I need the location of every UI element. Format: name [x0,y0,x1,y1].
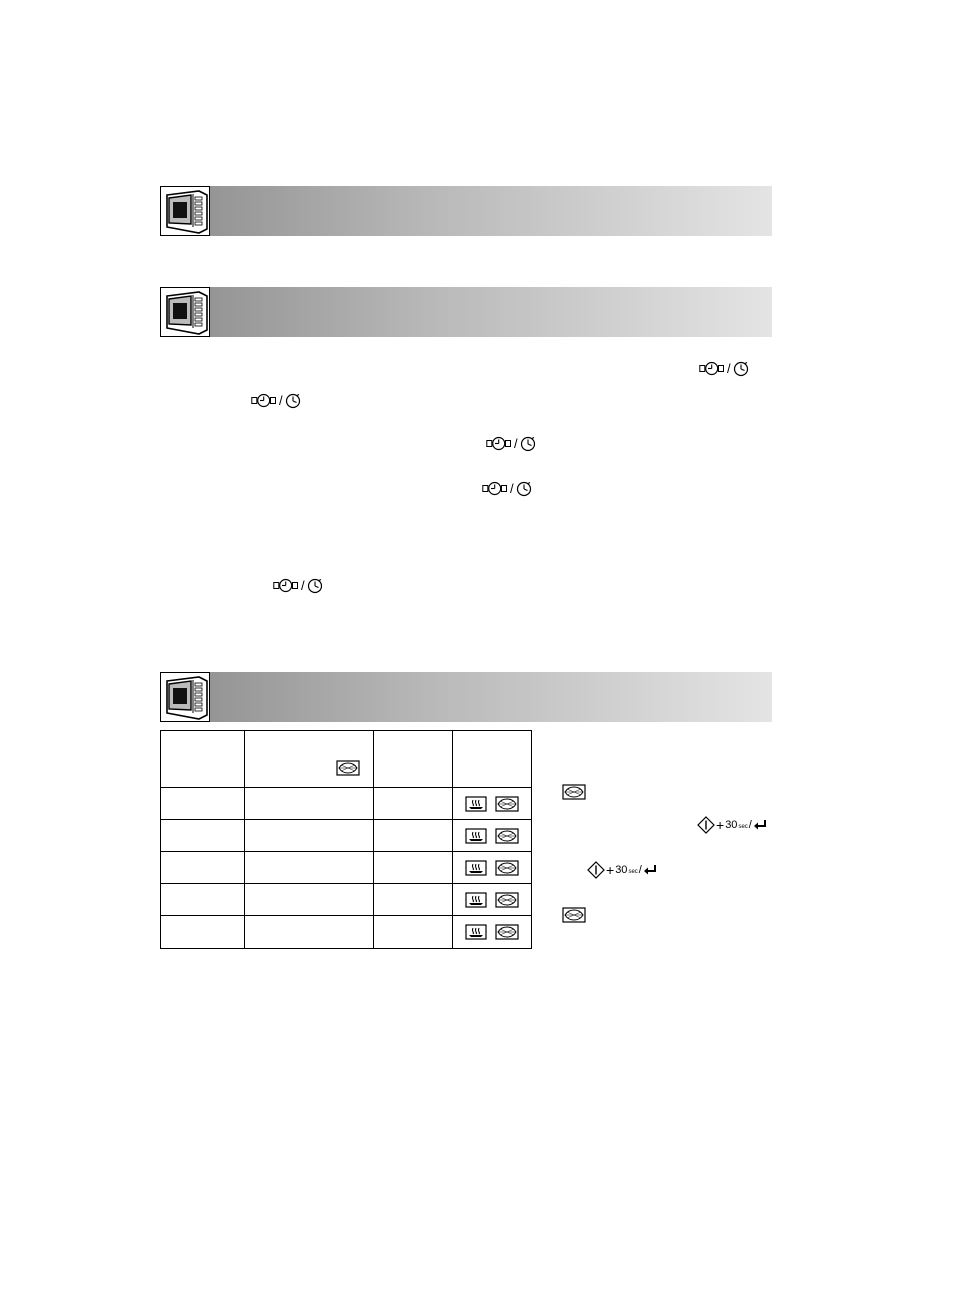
symbol-separator: / [514,436,518,451]
table-header-row [161,731,532,788]
table-cell [161,820,245,852]
table-cell [374,820,453,852]
timer-icon [285,393,301,409]
timer-clock-symbol [482,481,532,497]
section-header-band-2 [160,287,772,337]
symbol-separator: / [301,578,305,593]
timer-clock-symbol [273,578,323,594]
turntable-dish-icon [495,892,519,908]
turntable-dish-icon [336,760,360,776]
start-icon [587,861,605,879]
table-cell [453,788,532,820]
plus-sign: + [606,862,615,878]
table-cell [161,884,245,916]
section-header-band-1 [160,186,772,236]
table-cell [374,788,453,820]
symbol-separator: / [638,864,642,876]
table-cell [374,884,453,916]
table-cell [453,852,532,884]
program-table [160,730,532,949]
start-plus-30sec-symbol [697,816,767,834]
timer-icon [733,361,749,377]
timer-icon [516,481,532,497]
thirty-value: 30 [615,864,628,876]
start-plus-30sec-symbol [587,861,657,879]
steam-dish-icon [465,828,487,844]
turntable-dish-icon [495,796,519,812]
timer-icon [520,436,536,452]
turntable-dish-icon [495,924,519,940]
table-cell [161,852,245,884]
table-cell [245,916,374,949]
table-row [161,820,532,852]
thirty-value: 30 [725,819,738,831]
table-cell [245,788,374,820]
table-cell [374,916,453,949]
table-cell [245,852,374,884]
turntable-dish-icon [562,784,586,800]
table-cell [453,884,532,916]
timer-icon [307,578,323,594]
table-cell [245,884,374,916]
timer-clock-symbol [699,361,749,377]
table-cell [161,788,245,820]
turntable-dish-icon [562,907,586,923]
table-cell [453,916,532,949]
symbol-separator: / [727,361,731,376]
table-row [161,788,532,820]
clock-set-icon [486,436,512,452]
timer-clock-symbol [251,393,301,409]
table-row [161,852,532,884]
steam-dish-icon [465,860,487,876]
table-row [161,916,532,949]
table-header-cell [453,731,532,788]
steam-dish-icon [465,892,487,908]
microwave-oven-icon [160,287,210,337]
enter-arrow-icon [643,864,657,876]
sec-unit: sec [628,868,638,875]
table-row [161,884,532,916]
symbol-separator: / [510,481,514,496]
table-header-cell [245,731,374,788]
clock-set-icon [251,393,277,409]
timer-clock-symbol [486,436,536,452]
table-header-cell [374,731,453,788]
symbol-separator: / [748,819,752,831]
steam-dish-icon [465,924,487,940]
table-header-cell [161,731,245,788]
microwave-oven-icon [160,186,210,236]
clock-set-icon [482,481,508,497]
start-icon [697,816,715,834]
steam-dish-icon [465,796,487,812]
table-cell [245,820,374,852]
turntable-dish-icon [495,828,519,844]
table-cell [161,916,245,949]
table-cell [374,852,453,884]
turntable-dish-icon [495,860,519,876]
microwave-oven-icon [160,672,210,722]
plus-sign: + [716,817,725,833]
symbol-separator: / [279,393,283,408]
clock-set-icon [699,361,725,377]
enter-arrow-icon [753,819,767,831]
clock-set-icon [273,578,299,594]
sec-unit: sec [738,823,748,830]
table-cell [453,820,532,852]
section-header-band-3 [160,672,772,722]
